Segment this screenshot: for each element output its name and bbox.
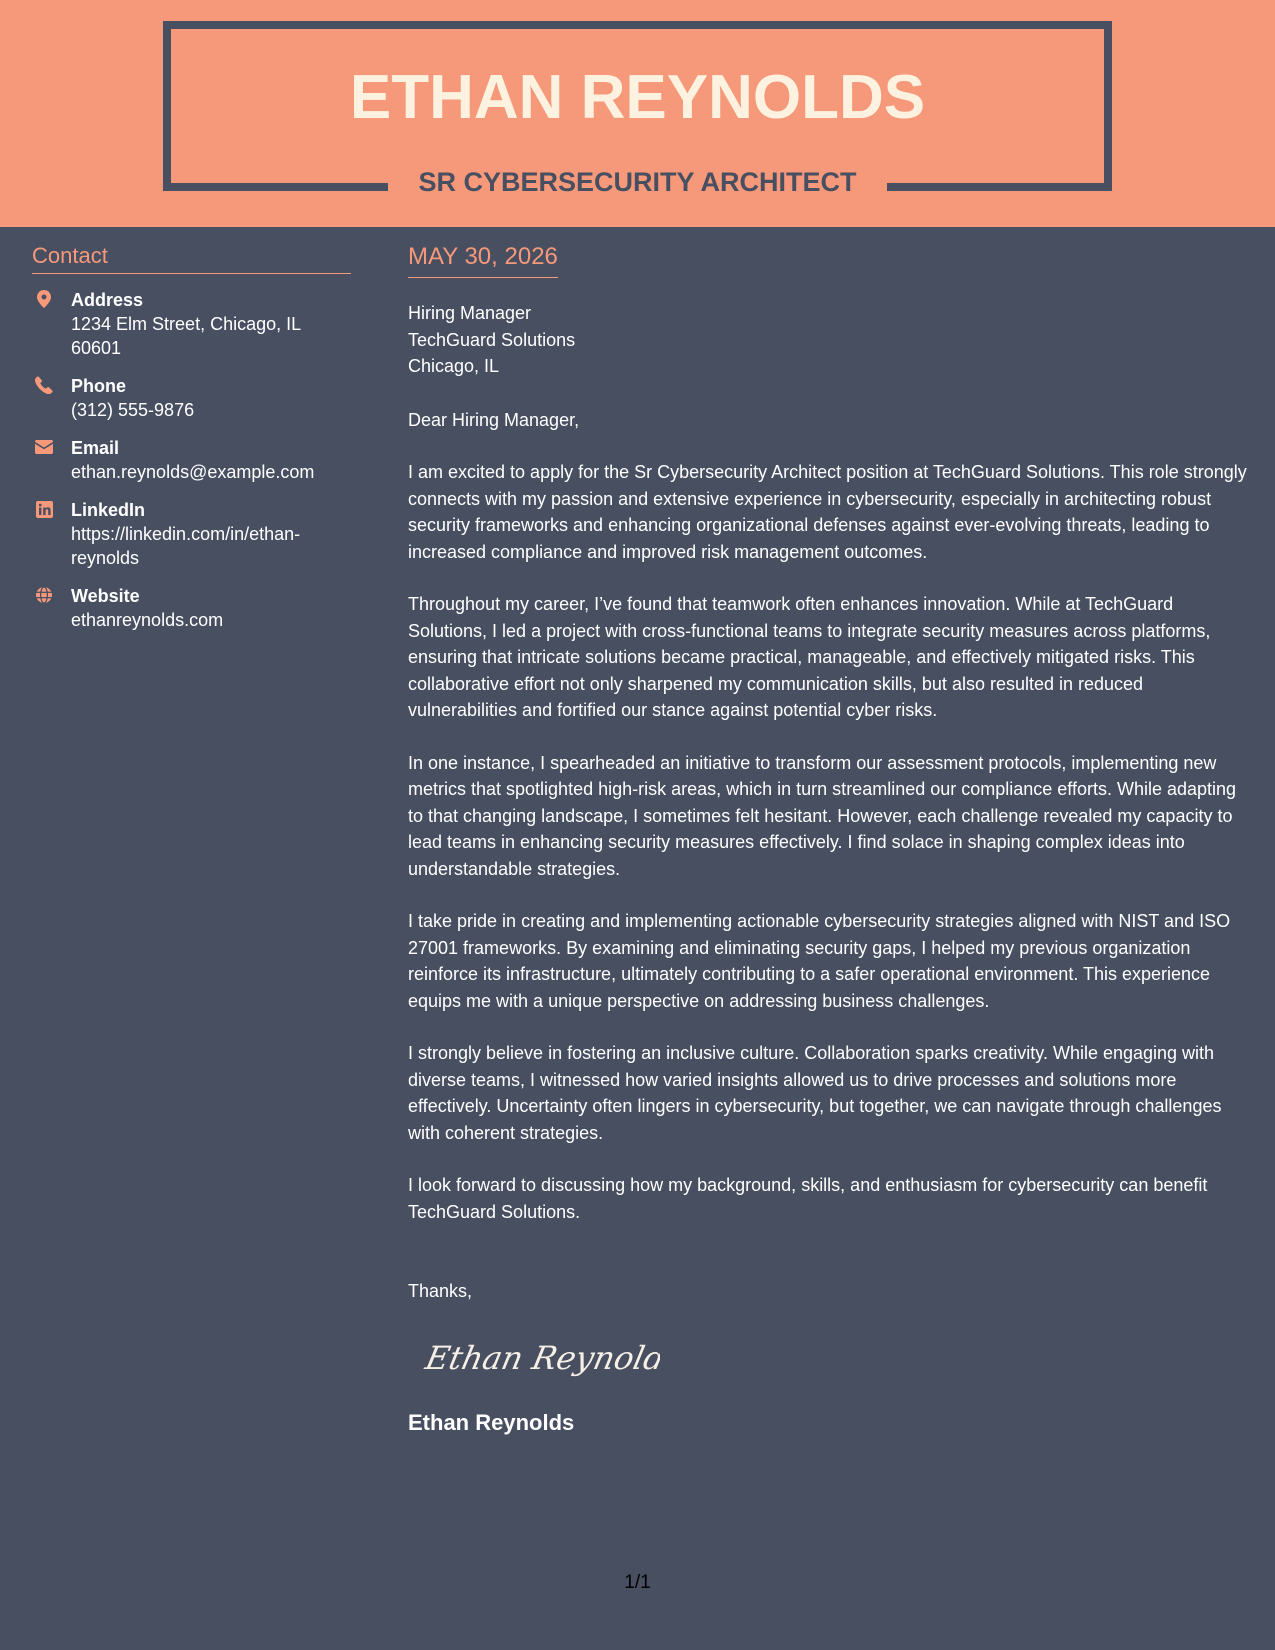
recipient-line: Hiring Manager [408, 303, 532, 323]
globe-icon [35, 586, 53, 604]
letter-paragraph: I look forward to discussing how my background, skills, and enthusiasm for cybersecurity can benefit TechGuard Solutions. [408, 1175, 1208, 1222]
recipient-line: TechGuard Solutions [408, 329, 576, 350]
letter-date: MAY 30, 2026 [408, 243, 558, 278]
salutation: Dear Hiring Manager, [408, 409, 580, 430]
page-number: 1/1 [624, 1572, 651, 1593]
contact-item-linkedin [32, 498, 351, 570]
header-frame-bottom-left [163, 183, 388, 191]
signature-text: Ethan Reynolds [422, 1338, 660, 1377]
applicant-name: ETHAN REYNOLDS [349, 63, 926, 132]
contact-label-phone: Phone [71, 376, 127, 396]
job-title: SR CYBERSECURITY ARCHITECT [418, 167, 857, 197]
handwritten-signature [420, 1331, 660, 1387]
contact-label-email: Email [71, 438, 120, 458]
contact-item-email [32, 436, 351, 484]
recipient-line: Chicago, IL [408, 356, 500, 376]
contact-value-website[interactable]: ethanreynolds.com [71, 610, 224, 630]
contact-value-email[interactable]: ethan.reynolds@example.com [71, 462, 315, 482]
location-pin-icon [35, 290, 53, 308]
contact-item-website [32, 584, 351, 632]
contact-item-phone [32, 374, 351, 422]
signer-name: Ethan Reynolds [408, 1409, 575, 1435]
contact-label-address: Address [71, 290, 144, 310]
contact-heading: Contact [32, 243, 351, 274]
letter-body [408, 243, 1250, 1436]
phone-icon [35, 376, 53, 394]
letter-paragraph: I strongly believe in fostering an inclusive culture. Collaboration sparks creativity. While engaging with diverse teams, I witnessed how varied insights allowed us to drive processes and solutions more effectively. Uncertainty often lingers in cybersecurity, but together, we can navigate through challenges with coherent strategies. [408, 1043, 1222, 1143]
contact-sidebar [32, 243, 351, 632]
contact-value-linkedin[interactable]: https://linkedin.com/in/ethan-reynolds [71, 524, 301, 568]
contact-value-address: 1234 Elm Street, Chicago, IL 60601 [71, 314, 301, 358]
closing: Thanks, [408, 1281, 473, 1301]
contact-value-phone: (312) 555-9876 [71, 400, 195, 420]
contact-label-linkedin: LinkedIn [71, 500, 146, 520]
contact-item-address [32, 288, 351, 360]
letter-paragraph: I am excited to apply for the Sr Cybersecurity Architect position at TechGuard Solutions. This role strongly connects with my passion and extensive experience in cybersecurity, especially in architecting robust security frameworks and enhancing organizational defenses against ever-evolving threats, leading to increased compliance and improved risk management outcomes. [408, 462, 1247, 562]
header-frame-bottom-right [887, 183, 1112, 191]
letter-paragraph: I take pride in creating and implementing actionable cybersecurity strategies aligned with NIST and ISO 27001 frameworks. By examining and eliminating security gaps, I helped my previous organization reinforce its infrastructure, ultimately contributing to a safer operational environment. This experience equips me with a unique perspective on addressing business challenges. [408, 911, 1231, 1011]
letter-paragraph: Throughout my career, I’ve found that teamwork often enhances innovation. While at TechGuard Solutions, I led a project with cross-functional teams to integrate security measures across platforms, ensuring that intricate solutions became practical, manageable, and effectively mitigated risks. This collaborative effort not only sharpened my communication skills, but also resulted in reduced vulnerabilities and fortified our stance against potential cyber risks. [408, 594, 1211, 720]
contact-label-website: Website [71, 586, 140, 606]
recipient-block [408, 300, 1250, 380]
letter-paragraph: In one instance, I spearheaded an initiative to transform our assessment protocols, implementing new metrics that spotlighted high-risk areas, which in turn streamlined our compliance efforts. While adapting to that changing landscape, I sometimes felt hesitant. However, each challenge revealed my capacity to lead teams in enhancing security measures effectively. I find solace in shaping complex ideas into understandable strategies. [408, 752, 1237, 879]
linkedin-icon [35, 500, 53, 518]
envelope-icon [35, 438, 53, 456]
